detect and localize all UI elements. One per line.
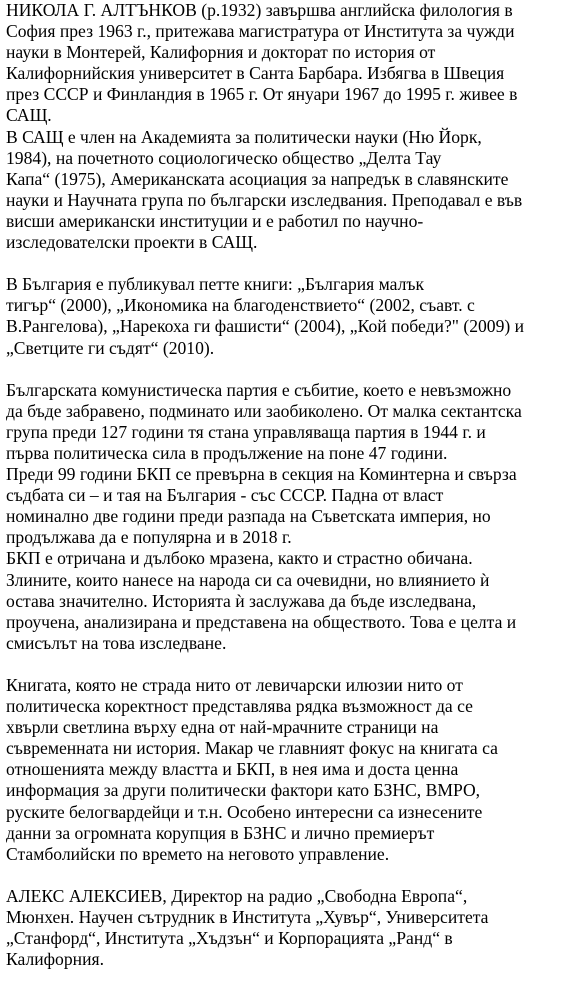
text-line: БКП е отричана и дълбоко мразена, както и страстно обичана. [6, 548, 473, 569]
books-paragraph [6, 274, 578, 358]
text-line: политическа коректност представлява рядка възможност да се [6, 696, 473, 717]
text-line: съвременната ни история. Макар че главният фокус на книгата са [6, 738, 498, 759]
text-line: науки и Научната група по български изследвания. Преподавал е във [6, 189, 523, 210]
author-bio-paragraph [6, 0, 578, 253]
text-line: група преди 127 години тя стана управляваща партия в 1944 г. и [6, 421, 486, 442]
paragraph-spacer [6, 654, 578, 675]
text-line: Книгата, която не страда нито от левичарски илюзии нито от [6, 675, 463, 695]
paragraph-spacer [6, 359, 578, 380]
text-line: АЛЕКС АЛЕКСИЕВ, Директор на радио „Свободна Европа“, [6, 885, 468, 906]
text-line: през СССР и Финландия в 1965 г. От януари 1967 до 1995 г. живее в [6, 84, 518, 105]
text-line: В САЩ е член на Академията за политически науки (Ню Йорк, [6, 126, 482, 147]
reviewer-credit-paragraph [6, 886, 578, 970]
text-line: София през 1963 г., притежава магистратура от Института за чужди [6, 21, 515, 42]
text-line: В България е публикувал петте книги: „България малък [6, 274, 425, 295]
text-line: да бъде забравено, подминато или заобиколено. От малка сектантска [6, 400, 522, 421]
paragraph-spacer [6, 865, 578, 886]
text-line: Българската комунистическа партия е събитие, което е невъзможно [6, 379, 512, 400]
bkp-paragraph [6, 380, 578, 654]
text-line: първа политическа сила в продължение на поне 47 години. [6, 442, 448, 463]
text-line: Преди 99 години БКП се превърна в секция на Коминтерна и свърза [6, 464, 517, 485]
text-line: руските белогвардейци и т.н. Особено интересни са изнесените [6, 801, 483, 822]
text-line: смисълът на това изследване. [6, 632, 227, 653]
text-line: изследователски проекти в САЩ. [6, 232, 258, 253]
text-line: Калифорния. [6, 949, 104, 970]
paragraph-spacer [6, 253, 578, 274]
text-line: продължава да е популярна и в 2018 г. [6, 527, 292, 548]
text-line: науки в Монтерей, Калифорния и докторат по история от [6, 42, 436, 63]
text-line: Стамболийски по времето на неговото управление. [6, 843, 390, 864]
text-line: „Станфорд“, Института „Хъдзън“ и Корпорацията „Ранд“ в [6, 928, 453, 949]
text-line: номинално две години преди разпада на Съветската империя, но [6, 506, 491, 527]
text-line: съдбата си – и тая на България - със СССР. Падна от власт [6, 485, 444, 506]
text-line: В.Рангелова), „Нарекоха ги фашисти“ (2004), „Кой победи?" (2009) и [6, 316, 525, 337]
text-line: тигър“ (2000), „Икономика на благоденствието“ (2002, съавт. с [6, 295, 475, 316]
text-line: отношенията между властта и БКП, в нея има и доста ценна [6, 759, 459, 780]
text-line: Злините, които нанесе на народа си са очевидни, но влиянието ѝ [6, 569, 490, 590]
book-review-paragraph [6, 675, 578, 865]
text-line: хвърли светлина върху една от най-мрачните страници на [6, 717, 439, 738]
text-line: Капа“ (1975), Американската асоциация за напредък в славянските [6, 168, 509, 189]
text-line: Мюнхен. Научен сътрудник в Института „Хувър“, Университета [6, 907, 489, 928]
text-line: Калифорнийския университет в Санта Барбара. Избягва в Швеция [6, 63, 505, 84]
text-line: САЩ. [6, 105, 52, 126]
text-line: „Светците ги съдят“ (2010). [6, 337, 215, 358]
text-line: висши американски институции и е работил по научно- [6, 210, 424, 231]
text-line: остава значително. Историята ѝ заслужава да бъде изследвана, [6, 590, 477, 611]
document-page [6, 0, 578, 970]
text-line: данни за огромната корупция в БЗНС и лично премиерът [6, 822, 435, 843]
text-line: 1984), на почетното социологическо общество „Делта Тау [6, 147, 442, 168]
text-line: проучена, анализирана и представена на обществото. Това е целта и [6, 611, 517, 632]
text-line: НИКОЛА Г. АЛТЪНКОВ (р.1932) завършва английска филология в [6, 0, 513, 20]
text-line: информация за други политически фактори като БЗНС, ВМРО, [6, 780, 481, 801]
